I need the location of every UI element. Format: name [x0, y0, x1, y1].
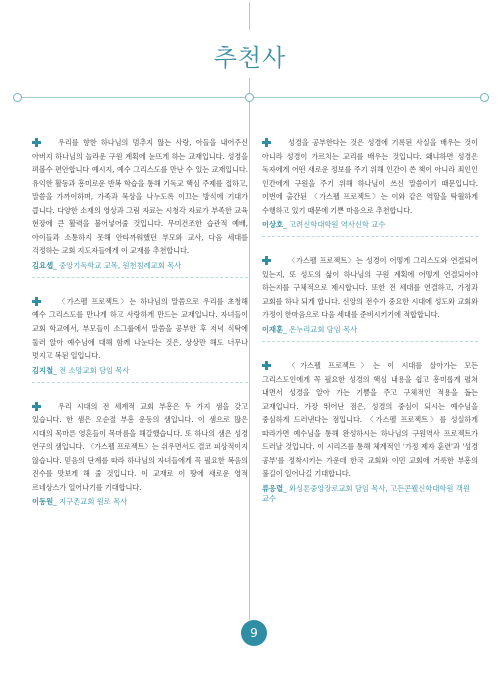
- recommendation-text: 〈가스펠 프로젝트〉는 성경이 어떻게 그리스도와 연결되어 있는지, 또 성도의 삶이 하나님의 구원 계획에 어떻게 연결되어야 하는지를 구체적으로 제시합니다. 또한 전 세대를 연결하고, 가정과 교회를 하나 되게 합니다. 신앙의 전수가 중요한 시대에 성도와 교회와 가정이 한마음으로 다음 세대를 준비시키기에 적합합니다.: [262, 256, 478, 320]
- recommendation-entry: [262, 136, 478, 238]
- center-divider-line: [249, 78, 250, 598]
- right-column: [262, 136, 478, 504]
- recommendation-text: 〈가스펠 프로젝트〉는 하나님의 말씀으로 우리를 초청해 예수 그리스도를 만나게 하고 사랑하게 만드는 교재입니다. 자녀들이 교회 학교에서, 부모들이 소그룹에서 말씀을 공부한 후 저녁 식탁에 둘러 앉아 예수님에 대해 함께 나눈다는 것은, 상상만 해도 너무나 멋지고 복된 일입니다.: [32, 296, 248, 361]
- recommender: [262, 325, 478, 335]
- recommender-role: _ 와싱톤중앙장로교회 담임 목사, 고든콘웰신학대학원 객원 교수: [262, 483, 470, 503]
- recommender: [262, 484, 478, 504]
- left-dot-ornament: [13, 93, 22, 102]
- recommendation-entry: [32, 295, 248, 384]
- recommender-role: _ 전 소망교회 담임 목사: [53, 365, 130, 375]
- page-number: 9: [241, 620, 267, 646]
- entry-divider: [32, 382, 248, 384]
- page-title: 추천사: [213, 44, 287, 72]
- recommender-name: 김요셉: [32, 260, 54, 270]
- cross-icon: [262, 256, 271, 265]
- recommendation-entry: [262, 254, 478, 343]
- entry-divider: [32, 277, 248, 279]
- entry-divider: [262, 341, 478, 343]
- bottom-divider-line: [249, 598, 250, 620]
- recommender: [32, 366, 248, 376]
- center-dot-ornament: [245, 93, 254, 102]
- recommendation-text: 우리를 향한 하나님의 멈추지 않는 사랑, 아들을 내어주신 아버지 하나님의 놀라운 구원 계획에 눈뜨게 하는 교재입니다. 성경을 펴볼수 편안합니다 예시지, 예수 그리스도를 만난 수 있는 교재입니다. 유익한 활동과 흥미로운 반복 학습을 통해 기독교 핵심 주제를 접하고, 말씀을 가까이하며, 가족과 묵상을 나누도록 이끄는 방식에 기대가 큽니다. 다양한 소재의 영상과 그림 자료는 시청각 자료가 부족한 교육 현장에 큰 활력을 불어넣어줄 것입니다. 무미건조한 습관적 예배, 아이들과 소통하지 못해 안타까워했던 부모와 교사, 다음 세대를 걱정하는 교회 지도자들에게 이 교재를 추천합니다.: [32, 138, 248, 256]
- recommender-name: 김지철: [32, 365, 54, 375]
- recommender: [32, 497, 248, 507]
- recommender: [32, 261, 248, 271]
- cross-icon: [32, 297, 41, 306]
- recommender-role: _ 온누리교회 담임 목사: [283, 325, 358, 335]
- recommendation-text: 성경을 공부한다는 것은 성경에 기록된 사실을 배우는 것이 아니라 성경이 가르치는 교리를 배우는 것입니다. 왜냐하면 성경은 독자에게 어떤 새로운 정보를 주기 위해 인간이 쓴 책이 아니라 죄인인 인간에게 구원을 주기 위해 하나님이 쓰신 말씀이기 때문입니다. 이번에 출간된 〈가스펠 프로젝트〉는 이와 같은 역할을 탁월하게 수행하고 있기 때문에 기쁜 마음으로 추천합니다.: [262, 138, 478, 215]
- recommendation-entry: [262, 359, 478, 504]
- left-column: [32, 136, 248, 507]
- recommendation-text: 〈가스펠 프로젝트〉는 이 시대를 살아가는 모든 그리스도인에게 꼭 필요한 성경의 핵심 내용을 쉽고 흥미롭게 펼쳐 내면서 성경을 알아 가는 기쁨을 주고 구체적인 적용을 돕는 교재입니다. 가장 뛰어난 점은, 성경의 중심이 되시는 예수님을 중심하게 드러낸다는 점입니다. 〈가스펠 프로젝트〉를 성실하게 따라가면 예수님을 통해 완성하시는 하나님의 구원역사 프로젝트가 드러날 것입니다. 이 시리즈를 통해 체계적인 '가정 제자 훈련'과 '성경 공부'를 정착시키는 가운데 한국 교회와 이민 교회에 거룩한 부흥의 불길이 일어나길 기대합니다.: [262, 361, 478, 479]
- recommender-role: _ 지구촌교회 원로 목사: [53, 497, 128, 507]
- recommendation-entry: [32, 400, 248, 508]
- recommendation-entry: [32, 136, 248, 279]
- recommendation-text: 우리 시대의 전 세계적 교회 부흥은 두 가지 샘을 갖고 있습니다. 한 샘은 오순절 부흥 운동의 샘입니다. 이 샘으로 많은 시대의 목마른 영혼들이 목마름을 해갈했습니다. 또 하나의 샘은 성경 연구의 샘입니다. 〈가스펠 프로젝트〉는 쉬우면서도 결코 피상적이지 않습니다. 믿음의 단계를 따라 하나님의 자녀들에게 꼭 필요한 복음의 진수를 맛보게 해 줄 것입니다. 이 교재로 이 땅에 새로운 영적 르네상스가 일어나기를 기대합니다.: [32, 401, 248, 492]
- entry-divider: [262, 236, 478, 238]
- right-dot-ornament: [480, 93, 489, 102]
- recommender-name: 이재훈: [262, 325, 284, 335]
- cross-icon: [262, 138, 271, 147]
- cross-icon: [32, 402, 41, 411]
- recommender-name: 이동원: [32, 497, 54, 507]
- recommender-name: 류응렬: [262, 483, 284, 493]
- cross-icon: [262, 361, 271, 370]
- recommender: [262, 220, 478, 230]
- cross-icon: [32, 138, 41, 147]
- recommender-name: 이상호: [262, 220, 284, 230]
- top-divider-line: [249, 2, 250, 30]
- recommender-role: _ 중앙기독학교 교목, 원천침례교회 목사: [53, 260, 182, 270]
- recommender-role: _ 고려신학대학원 역사신학 교수: [283, 220, 386, 230]
